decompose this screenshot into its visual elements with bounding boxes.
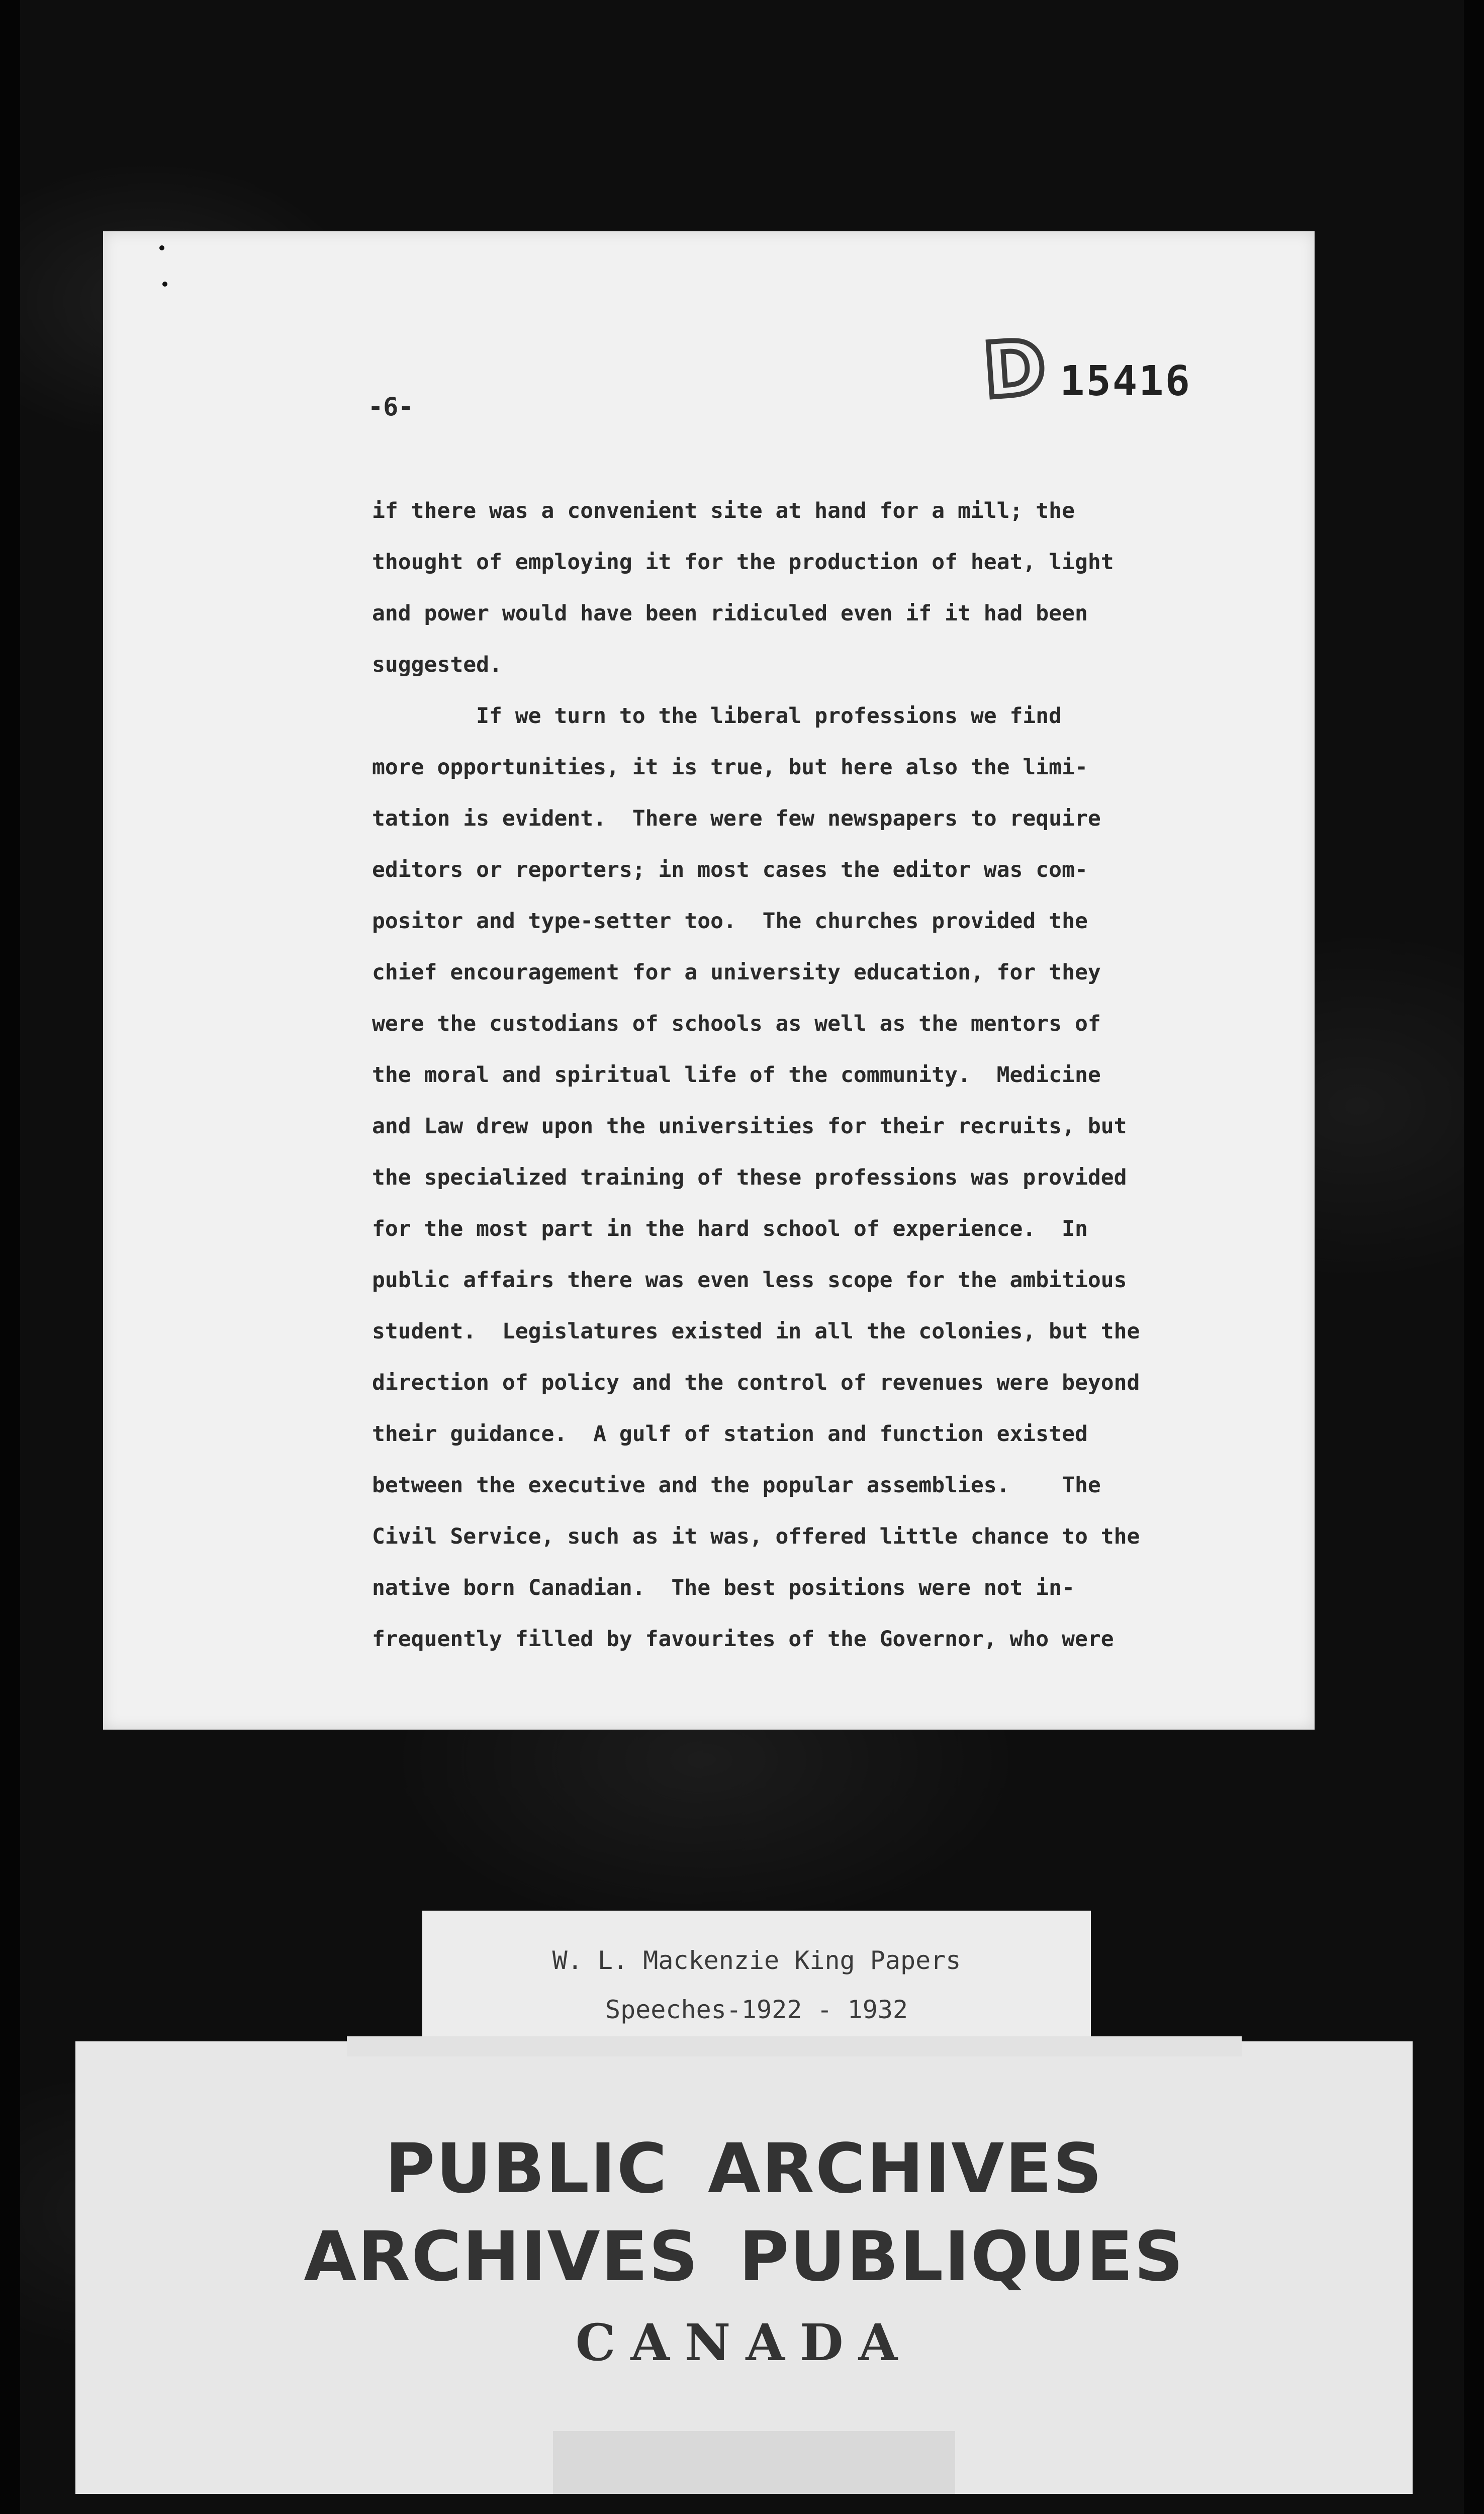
text-line: native born Canadian. The best positions were not in- [372,1575,1075,1600]
speck [159,245,164,250]
text-line: if there was a convenient site at hand for a mill; the [372,498,1075,523]
text-line: between the executive and the popular assemblies. The [372,1473,1101,1498]
document-stamp-letter: D [980,323,1049,416]
text-line: were the custodians of schools as well as the mentors of [372,1011,1101,1036]
collection-series: Speeches-1922 - 1932 [605,1995,908,2024]
text-line: and Law drew upon the universities for their recruits, but [372,1114,1127,1139]
text-line: direction of policy and the control of revenues were beyond [372,1370,1140,1395]
archive-name-french: ARCHIVES PUBLIQUES [304,2217,1184,2297]
text-line: for the most part in the hard school of experience. In [372,1216,1088,1241]
document-body [372,485,1227,1665]
archive-country: CANADA [575,2313,913,2372]
text-line: public affairs there was even less scope for the ambitious [372,1268,1127,1293]
collection-label [422,1911,1091,2046]
text-line: chief encouragement for a university education, for they [372,960,1101,985]
text-line: the specialized training of these professions was provided [372,1165,1127,1190]
film-edge-right [1464,0,1484,2514]
text-line: editors or reporters; in most cases the editor was com- [372,857,1088,882]
text-line: and power would have been ridiculed even if it had been [372,601,1088,626]
page-number: -6- [368,392,414,421]
text-line: suggested. [372,652,502,677]
text-line: Civil Service, such as it was, offered little chance to the [372,1524,1140,1549]
document-id [980,323,1191,416]
text-line: frequently filled by favourites of the Governor, who were [372,1627,1114,1652]
text-line: tation is evident. There were few newspapers to require [372,806,1101,831]
document-number: 15416 [1060,357,1191,405]
stamp-bottom-tab [553,2431,955,2494]
text-line: positor and type-setter too. The churches provided the [372,909,1088,934]
archive-name-english: PUBLIC ARCHIVES [385,2129,1103,2209]
archive-stamp [75,2041,1413,2494]
document-page [103,231,1315,1730]
text-line: more opportunities, it is true, but here also the limi- [372,755,1088,780]
text-line: student. Legislatures existed in all the colonies, but the [372,1319,1140,1344]
text-line: If we turn to the liberal professions we find [372,703,1062,729]
collection-name: W. L. Mackenzie King Papers [552,1946,961,1975]
speck [162,282,167,287]
film-edge-left [0,0,20,2514]
text-line: the moral and spiritual life of the community. Medicine [372,1062,1101,1088]
text-line: their guidance. A gulf of station and function existed [372,1421,1088,1447]
stamp-top-tab [347,2036,1242,2056]
text-line: thought of employing it for the production of heat, light [372,550,1114,575]
